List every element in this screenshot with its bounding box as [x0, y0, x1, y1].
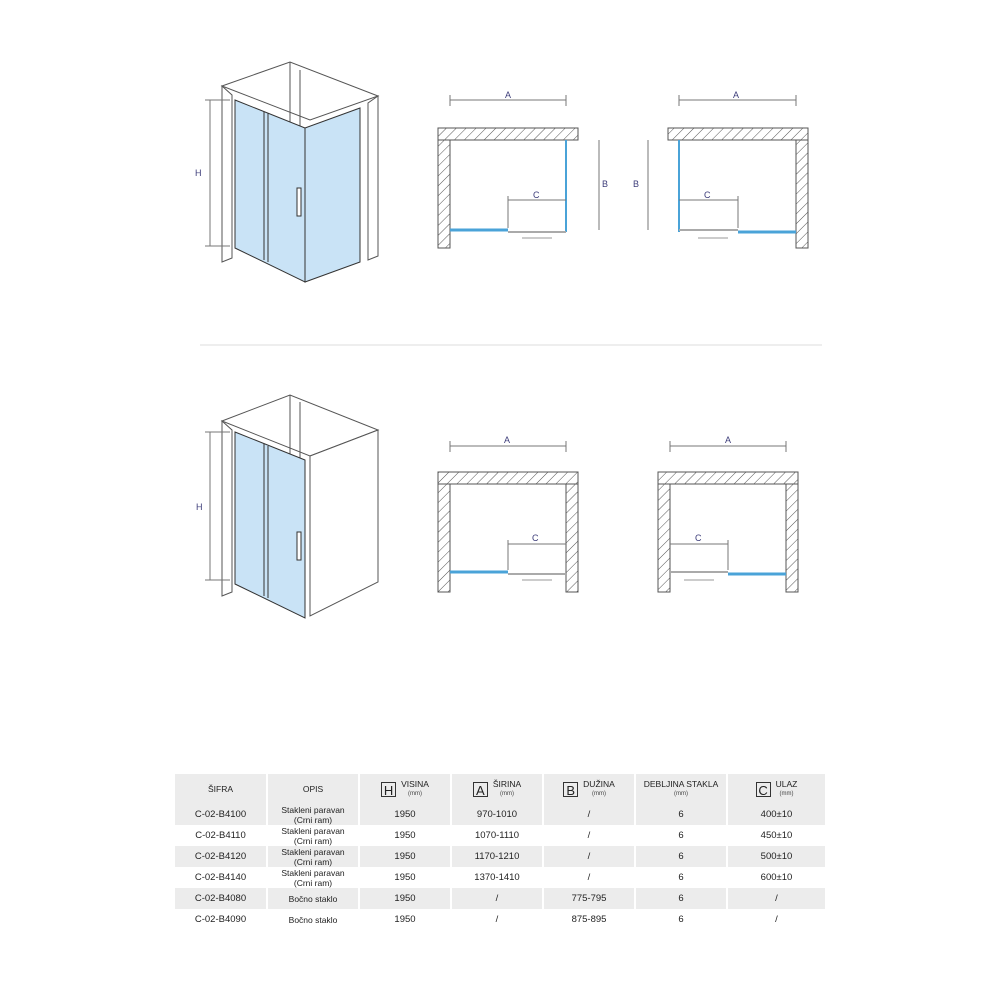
cell-duzina: 875-895 [543, 909, 635, 930]
width-label-plan-1-top: A [505, 90, 512, 100]
cell-duzina: / [543, 867, 635, 888]
plan-view-1-top [438, 95, 599, 248]
cell-sifra: C-02-B4080 [175, 888, 267, 909]
cell-ulaz: 450±10 [727, 825, 825, 846]
cell-debljina: 6 [635, 909, 727, 930]
cell-sifra: C-02-B4140 [194, 871, 247, 883]
cell-ulaz: 500±10 [727, 846, 825, 867]
cell-visina: 1950 [359, 888, 451, 909]
table-row [175, 888, 825, 909]
cell-sirina: 970-1010 [451, 804, 543, 825]
cell-sirina: / [451, 909, 543, 930]
col-header-sirina [451, 774, 543, 804]
cell-ulaz: 400±10 [727, 804, 825, 825]
col-header-debljina [635, 774, 727, 804]
col-header-duzina [543, 774, 635, 804]
ulaz-label: ULAZ [775, 779, 798, 789]
opis-line-1: Bočno staklo [288, 893, 338, 904]
length-label-plan-2-top: B [633, 179, 640, 189]
cell-sirina: / [451, 888, 543, 909]
table-row [175, 846, 825, 867]
height-label-top: H [195, 168, 202, 178]
table-body [175, 804, 825, 930]
cell-opis [267, 909, 359, 930]
cell-debljina: 6 [635, 888, 727, 909]
cell-debljina: 6 [635, 804, 727, 825]
cell-sifra: C-02-B4090 [194, 913, 247, 925]
product-spec-table [175, 774, 825, 930]
width-label-plan-1-bottom: A [504, 435, 511, 445]
cell-ulaz: 600±10 [727, 867, 825, 888]
width-label-plan-2-bottom: A [725, 435, 732, 445]
table-row [175, 909, 825, 930]
cell-sirina: 1170-1210 [451, 846, 543, 867]
plan-view-2-top [648, 95, 808, 248]
cell-visina: 1950 [359, 867, 451, 888]
length-label-plan-1-top: B [602, 179, 609, 189]
cell-duzina: / [543, 846, 635, 867]
visina-unit: (mm) [408, 791, 422, 797]
table-header-row [175, 774, 825, 804]
cell-sifra: C-02-B4120 [175, 846, 267, 867]
cell-opis [267, 846, 359, 867]
cell-duzina: 775-795 [543, 888, 635, 909]
cell-opis [267, 888, 359, 909]
opis-line-1: Stakleni paravan [281, 867, 345, 878]
ulaz-unit: (mm) [779, 791, 794, 797]
sirina-unit: (mm) [500, 791, 514, 797]
col-header-visina [359, 774, 451, 804]
cell-duzina: / [543, 825, 635, 846]
cell-visina: 1950 [359, 846, 451, 867]
opis-line-1: Stakleni paravan [281, 825, 345, 836]
height-badge: H [381, 782, 396, 797]
entry-label-plan-2-bottom: C [695, 533, 702, 543]
perspective-view-niche [222, 395, 378, 618]
table-row [175, 867, 825, 888]
cell-ulaz: / [727, 888, 825, 909]
cell-opis [267, 825, 359, 846]
opis-line-1: Stakleni paravan [281, 846, 345, 857]
perspective-view-with-side-panel [222, 62, 378, 282]
cell-visina: 1950 [359, 825, 451, 846]
height-label-bottom: H [196, 502, 203, 512]
plan-view-1-bottom [438, 441, 578, 592]
length-badge: B [563, 782, 578, 797]
cell-sifra: C-02-B4110 [195, 829, 246, 841]
table-row [175, 825, 825, 846]
plan-view-2-bottom [658, 441, 798, 592]
opis-line-1: Stakleni paravan [281, 804, 345, 815]
opis-line-2: (Crni ram) [293, 877, 333, 888]
debljina-unit: (mm) [673, 791, 688, 797]
opis-line-1: Bočno staklo [288, 914, 338, 925]
entry-label-plan-1-top: C [533, 190, 540, 200]
opis-line-2: (Crni ram) [293, 814, 333, 825]
cell-sirina: 1070-1110 [451, 825, 543, 846]
cell-duzina: / [543, 804, 635, 825]
duzina-unit: (mm) [591, 791, 606, 797]
entry-label-plan-2-top: C [704, 190, 711, 200]
visina-label: VISINA [401, 779, 429, 789]
duzina-label: DUŽINA [583, 779, 615, 789]
cell-visina: 1950 [359, 804, 451, 825]
opis-line-2: (Crni ram) [293, 835, 333, 846]
cell-debljina: 6 [635, 825, 727, 846]
table-row [175, 804, 825, 825]
opis-line-2: (Crni ram) [293, 856, 333, 867]
cell-opis [267, 867, 359, 888]
col-header-sifra: ŠIFRA [175, 774, 267, 804]
cell-sifra: C-02-B4100 [175, 804, 267, 825]
col-header-opis: OPIS [267, 774, 359, 804]
col-header-ulaz [727, 774, 825, 804]
cell-visina: 1950 [359, 909, 451, 930]
cell-debljina: 6 [635, 846, 727, 867]
cell-ulaz: / [727, 909, 825, 930]
sirina-label: ŠIRINA [492, 779, 522, 789]
entry-label-plan-1-bottom: C [532, 533, 539, 543]
entry-badge: C [756, 782, 771, 797]
width-badge: A [473, 782, 488, 797]
cell-opis [267, 804, 359, 825]
debljina-label: DEBLJINA STAKLA [643, 779, 719, 789]
cell-sirina: 1370-1410 [451, 867, 543, 888]
cell-debljina: 6 [635, 867, 727, 888]
width-label-plan-2-top: A [733, 90, 740, 100]
